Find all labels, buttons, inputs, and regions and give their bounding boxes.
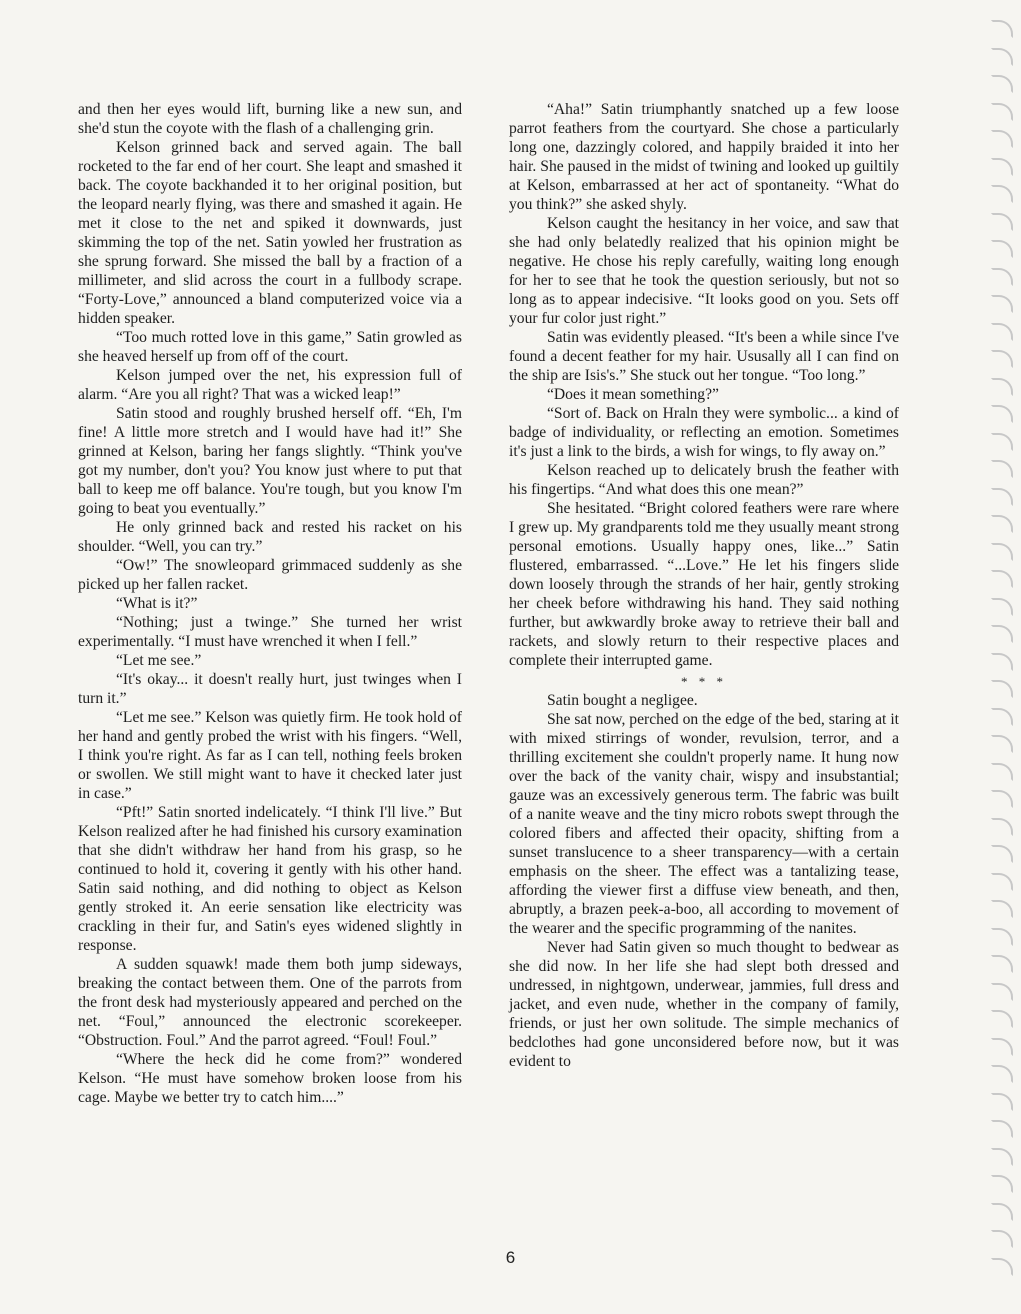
paragraph: Kelson jumped over the net, his expression full of alarm. “Are you all right? That was a wicked leap!”	[78, 367, 462, 403]
binding-hole	[991, 20, 1013, 38]
paragraph: “Pft!” Satin snorted indelicately. “I think I'll live.” But Kelson realized after he had finished his cursory examination that she didn't withdraw her hand from his grasp, so he continued to hold it, covering it gently with his other hand. Satin said nothing, and did nothing to object as Kelson gently stroked it. An eerie sensation like electricity was crackling in their fur, and Satin's eyes widened slightly in response.	[78, 804, 462, 954]
paragraph: “Nothing; just a twinge.” She turned her wrist experimentally. “I must have wrenched it when I fell.”	[78, 614, 462, 650]
paragraph: Never had Satin given so much thought to bedwear as she did now. In her life she had slept both dressed and undressed, in nightgown, underwear, jammies, full dress and jacket, and even nude, whether in the company of family, friends, or just her own solitude. The simple mechanics of bedclothes had gone unconsidered before now, but it was evident to	[509, 939, 899, 1070]
paragraph: “What is it?”	[116, 595, 198, 612]
paragraph: “It's okay... it doesn't really hurt, just twinges when I turn it.”	[78, 671, 462, 707]
binding-hole	[991, 268, 1013, 286]
binding-hole	[991, 48, 1013, 66]
paragraph: A sudden squawk! made them both jump sideways, breaking the contact between them. One of the parrots from the front desk had mysteriously appeared and perched on the net. “Foul,” announced the electronic scorekeeper. “Obstruction. Foul.” And the parrot agreed. “Foul! Foul.”	[78, 956, 462, 1049]
binding-hole	[991, 158, 1013, 176]
paragraph: Kelson reached up to delicately brush the feather with his fingertips. “And what does this one mean?”	[509, 462, 899, 498]
binding-hole	[991, 955, 1013, 973]
binding-hole	[991, 1065, 1013, 1083]
binding-hole	[991, 653, 1013, 671]
binding-hole	[991, 735, 1013, 753]
binding-hole	[991, 130, 1013, 148]
binding-hole	[991, 1203, 1013, 1221]
paragraph: “Ow!” The snowleopard grimmaced suddenly as she picked up her fallen racket.	[78, 557, 462, 593]
binding-hole	[991, 75, 1013, 93]
binding-hole	[991, 845, 1013, 863]
binding-hole	[991, 1120, 1013, 1138]
binding-hole	[991, 103, 1013, 121]
binding-hole	[991, 323, 1013, 341]
binding-hole	[991, 240, 1013, 258]
binding-hole	[991, 185, 1013, 203]
binding-hole	[991, 488, 1013, 506]
binding-hole	[991, 570, 1013, 588]
paragraph: She hesitated. “Bright colored feathers were rare where I grew up. My grandparents told me they usually meant strong personal emotions. Usually happy ones, like...” Satin flustered, embarrassed. “...Love.” He let his fingers slide down loosely through the strands of her hair, gently stroking her cheek before withdrawing his hand. They said nothing further, but awkwardly broke away to retrieve their ball and rackets, and slowly return to their respective places and complete their interrupted game.	[509, 500, 899, 669]
binding-hole	[991, 405, 1013, 423]
binding-hole	[991, 295, 1013, 313]
binding-hole	[991, 1258, 1013, 1276]
binding-hole	[991, 1093, 1013, 1111]
paragraph: Satin stood and roughly brushed herself off. “Eh, I'm fine! A little more stretch and I would have had it!” She grinned at Kelson, baring her fangs slightly. “Think you've got my number, don't you? You know just where to put that ball to keep me off balance. You're tough, but you know I'm going to beat you eventually.”	[78, 405, 462, 517]
binding-hole	[991, 1010, 1013, 1028]
binding-hole	[991, 378, 1013, 396]
binding-hole	[991, 873, 1013, 891]
paragraph: “Sort of. Back on Hraln they were symbolic... a kind of badge of individuality, or reflecting an emotion. Sometimes it's just a link to the birds, a wish for wings, to fly away on.”	[509, 405, 899, 460]
binding-hole	[991, 1175, 1013, 1193]
binding-hole	[991, 350, 1013, 368]
binding-hole	[991, 983, 1013, 1001]
left-column	[78, 100, 462, 1107]
paragraph: “Does it mean something?”	[547, 386, 719, 403]
right-column	[509, 100, 899, 1071]
binding-hole	[991, 213, 1013, 231]
paragraph: She sat now, perched on the edge of the bed, staring at it with mixed stirrings of wonder, revulsion, terror, and a thrilling excitement she couldn't properly name. It hung now over the back of the vanity chair, wispy and insubstantial; gauze was an excessively generous term. The fabric was built of a nanite weave and the tiny micro robots swept through the colored fibers and affected their opacity, shifting from a sunset translucence to a sheer transparency—with a certain emphasis on the sheer. The effect was a tantalizing tease, affording the viewer first a diffuse view beneath, and then, abruptly, a brazen peek-a-boo, all according to movement of the wearer and the specific programming of the nanites.	[509, 711, 899, 937]
spiral-binding	[983, 20, 1021, 1310]
binding-hole	[991, 708, 1013, 726]
binding-hole	[991, 460, 1013, 478]
paragraph: “Let me see.” Kelson was quietly firm. He took hold of her hand and gently probed the wrist with his fingers. “Well, I think you're right. As far as I can tell, nothing feels broken or swollen. We still might want to have it checked later just in case.”	[78, 709, 462, 802]
binding-hole	[991, 680, 1013, 698]
binding-hole	[991, 790, 1013, 808]
binding-hole	[991, 1148, 1013, 1166]
binding-hole	[991, 598, 1013, 616]
scene-break: * * *	[681, 674, 727, 689]
paragraph: Satin bought a negligee.	[547, 692, 698, 709]
binding-hole	[991, 1038, 1013, 1056]
paragraph: “Too much rotted love in this game,” Satin growled as she heaved herself up from off of the court.	[78, 329, 462, 365]
binding-hole	[991, 625, 1013, 643]
paragraph: Kelson grinned back and served again. The ball rocketed to the far end of her court. She leapt and smashed it back. The coyote backhanded it to her original position, but the leopard nearly flying, was there and smashed it again. He met it close to the net and spiked it downwards, just skimming the top of the net. Satin yowled her frustration as she sprung forward. She missed the ball by a fraction of a millimeter, and slid across the court in a fullbody scrape. “Forty-Love,” announced a bland computerized voice via a hidden speaker.	[78, 139, 462, 327]
paragraph: He only grinned back and rested his racket on his shoulder. “Well, you can try.”	[78, 519, 462, 555]
paragraph: “Where the heck did he come from?” wondered Kelson. “He must have somehow broken loose from his cage. Maybe we better try to catch him....”	[78, 1051, 462, 1106]
binding-hole	[991, 928, 1013, 946]
binding-hole	[991, 515, 1013, 533]
binding-hole	[991, 818, 1013, 836]
paragraph: “Aha!” Satin triumphantly snatched up a few loose parrot feathers from the courtyard. She chose a particularly long one, dazzingly colored, and happily braided it into her hair. She paused in the midst of twining and looked up guiltily at Kelson, embarrassed at her act of spontaneity. “What do you think?” she asked shyly.	[509, 101, 899, 213]
binding-hole	[991, 543, 1013, 561]
page-number: 6	[505, 1248, 516, 1267]
paragraph: Satin was evidently pleased. “It's been a while since I've found a decent feather for my hair. Ususally all I can find on the ship are Isis's.” She stuck out her tongue. “Too long.”	[509, 329, 899, 384]
binding-hole	[991, 1230, 1013, 1248]
binding-hole	[991, 763, 1013, 781]
paragraph: “Let me see.”	[116, 652, 202, 669]
paragraph: and then her eyes would lift, burning like a new sun, and she'd stun the coyote with the flash of a challenging grin.	[78, 101, 462, 137]
paragraph: Kelson caught the hesitancy in her voice, and saw that she had only belatedly realized that his opinion might be negative. He chose his reply carefully, waiting long enough for her to see that he took the question seriously, but not so long as to appear indecisive. “It looks good on you. Sets off your fur color just right.”	[509, 215, 899, 327]
binding-hole	[991, 433, 1013, 451]
binding-hole	[991, 900, 1013, 918]
